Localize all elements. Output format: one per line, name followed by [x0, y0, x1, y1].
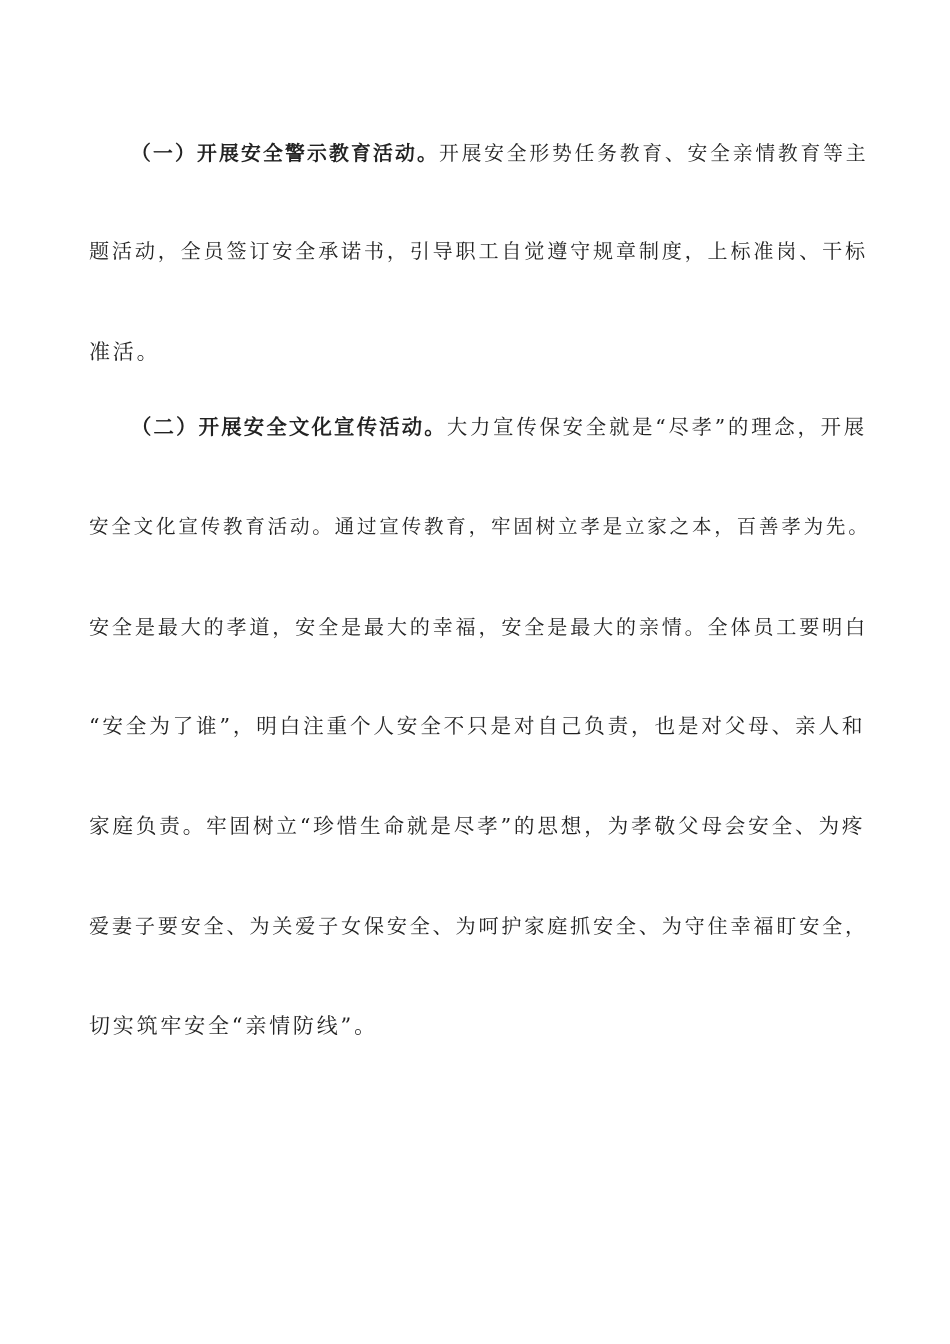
paragraph-2-line-5: 家庭负责。牢固树立“珍惜生命就是尽孝”的思想，为孝敬父母会安全、为疼 [89, 814, 866, 838]
paragraph-1-line-2: 题活动，全员签订安全承诺书，引导职工自觉遵守规章制度，上标准岗、干标 [89, 239, 868, 263]
paragraph-1-line-3: 准活。 [89, 340, 161, 364]
paragraph-2-line-7: 切实筑牢安全“亲情防线”。 [89, 1014, 378, 1038]
paragraph-2-line-1 [131, 412, 867, 442]
paragraph-1-line-1 [131, 138, 869, 169]
paragraph-1-text: 开展安全形势任务教育、安全亲情教育等主 [438, 142, 869, 165]
paragraph-2-text: 大力宣传保安全就是“尽孝”的理念，开展 [446, 415, 867, 439]
paragraph-2-line-6: 爱妻子要安全、为关爱子女保安全、为呵护家庭抓安全、为守住幸福盯安全， [89, 914, 868, 938]
paragraph-2-line-3: 安全是最大的孝道，安全是最大的幸福，安全是最大的亲情。全体员工要明白 [89, 615, 868, 639]
paragraph-2-line-2: 安全文化宣传教育活动。通过宣传教育，牢固树立孝是立家之本，百善孝为先。 [89, 515, 871, 538]
paragraph-1-heading: （一）开展安全警示教育活动。 [131, 141, 439, 165]
paragraph-2-line-4: “安全为了谁”，明白注重个人安全不只是对自己负责，也是对父母、亲人和 [89, 714, 866, 738]
paragraph-2-heading: （二）开展安全文化宣传活动。 [131, 415, 447, 439]
